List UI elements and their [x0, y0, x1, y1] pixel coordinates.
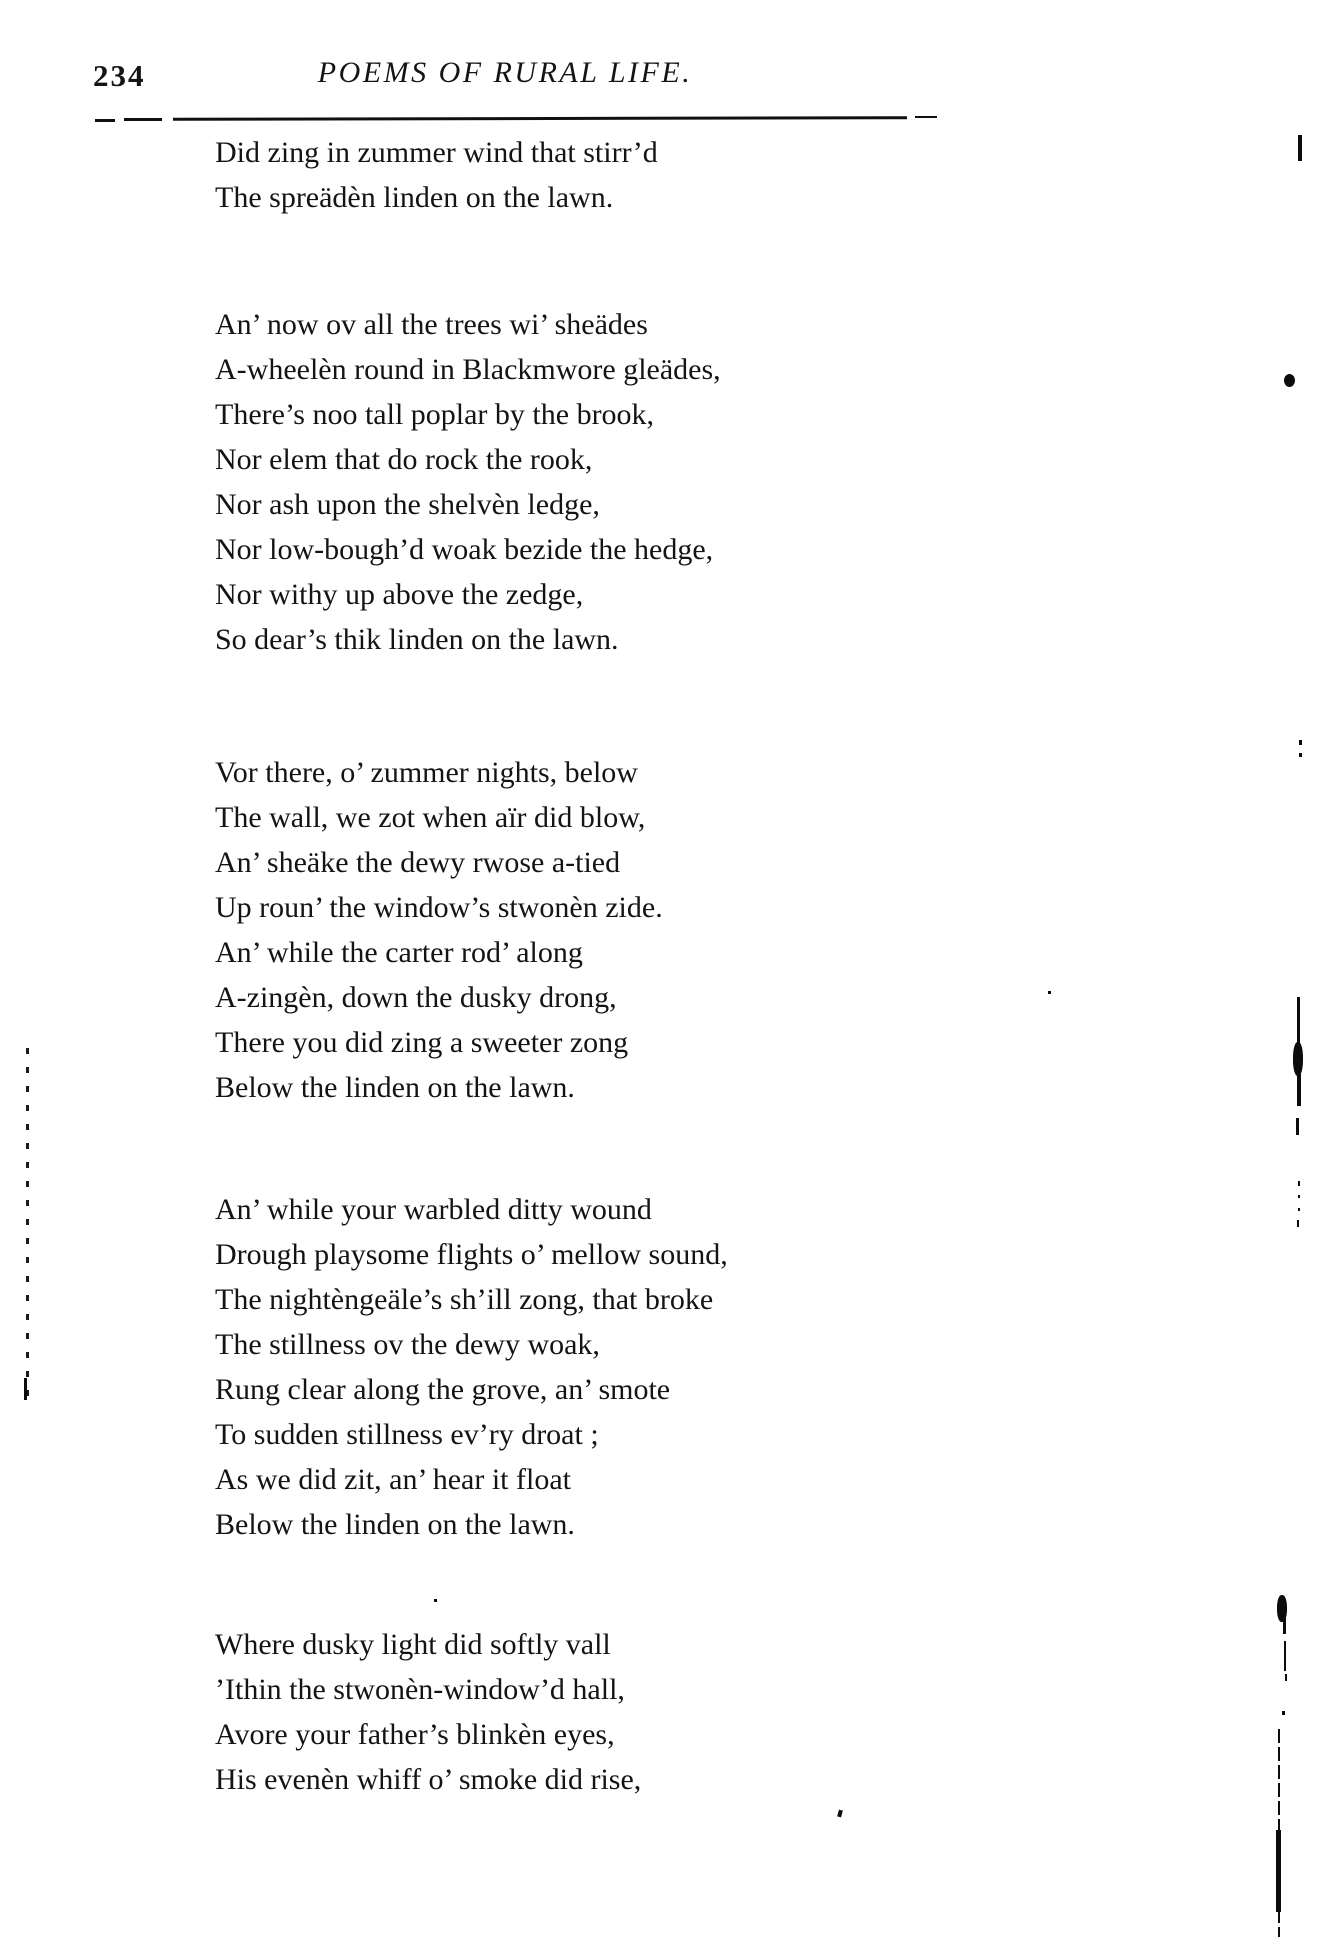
- scan-artifact: [1296, 1118, 1299, 1135]
- poem-stanza: [215, 1187, 1075, 1547]
- poem-line: The stillness ov the dewy woak,: [215, 1328, 600, 1361]
- poem-stanza: [215, 750, 1075, 1110]
- poem-line: ’Ithin the stwonèn-window’d hall,: [215, 1673, 625, 1706]
- scan-artifact: [1276, 1830, 1281, 1912]
- poem-line: Where dusky light did softly vall: [215, 1628, 611, 1661]
- poem-line: The wall, we zot when aïr did blow,: [215, 801, 646, 834]
- poem-line: Nor ash upon the shelvèn ledge,: [215, 488, 600, 521]
- poem-stanza: [215, 302, 1075, 662]
- scan-artifact: [1298, 1208, 1300, 1211]
- scan-artifact: [1284, 1641, 1286, 1671]
- poem-line: An’ while your warbled ditty wound: [215, 1193, 652, 1226]
- poem-line: Up roun’ the window’s stwonèn zide.: [215, 891, 663, 924]
- scan-artifact: [1298, 1181, 1300, 1186]
- scan-artifact: [1298, 1195, 1300, 1198]
- scan-artifact: [434, 1599, 437, 1602]
- scan-artifact: [1298, 135, 1302, 161]
- poem-line: Drough playsome flights o’ mellow sound,: [215, 1238, 728, 1271]
- scan-artifact: [24, 1378, 27, 1400]
- scan-artifact: [1299, 740, 1302, 745]
- poem-line: Nor elem that do rock the rook,: [215, 443, 593, 476]
- poem-stanza: [215, 1622, 1075, 1802]
- scan-artifact: [1048, 991, 1051, 994]
- scan-artifact: [1293, 1042, 1303, 1076]
- poem-line: Below the linden on the lawn.: [215, 1508, 575, 1541]
- poem-line: Nor withy up above the zedge,: [215, 578, 584, 611]
- poem-line: To sudden stillness ev’ry droat ;: [215, 1418, 599, 1451]
- scan-artifact: [1284, 374, 1295, 387]
- poem-line: An’ now ov all the trees wi’ sheädes: [215, 308, 648, 341]
- scan-artifact: [1282, 1711, 1285, 1715]
- poem-line: Rung clear along the grove, an’ smote: [215, 1373, 671, 1406]
- poem-line: As we did zit, an’ hear it float: [215, 1463, 571, 1496]
- poem-line: Avore your father’s blinkèn eyes,: [215, 1718, 615, 1751]
- scan-artifact: [1283, 1618, 1286, 1634]
- scan-artifact: [1299, 753, 1302, 757]
- poem-line: There you did zing a sweeter zong: [215, 1026, 629, 1059]
- poem-line: Below the linden on the lawn.: [215, 1071, 575, 1104]
- poem-stanza: [215, 130, 1075, 220]
- scan-artifact: [26, 1048, 29, 1400]
- poem-line: So dear’s thik linden on the lawn.: [215, 623, 619, 656]
- poem-line: The spreädèn linden on the lawn.: [215, 181, 614, 214]
- running-title: POEMS OF RURAL LIFE.: [317, 56, 693, 89]
- poem-line: The nightèngeäle’s sh’ill zong, that broke: [215, 1283, 714, 1316]
- poem-line: An’ while the carter rod’ along: [215, 936, 583, 969]
- page-number: 234: [93, 58, 146, 93]
- poem-line: Vor there, o’ zummer nights, below: [215, 756, 638, 789]
- scan-artifact: [1297, 1220, 1299, 1227]
- scan-artifact: [1297, 1074, 1301, 1106]
- poem-line: Did zing in zummer wind that stirr’d: [215, 136, 658, 169]
- scan-artifact: [1297, 997, 1300, 1044]
- poem-line: Nor low-bough’d woak bezide the hedge,: [215, 533, 714, 566]
- poem-line: A-wheelèn round in Blackmwore gleädes,: [215, 353, 721, 386]
- poem-line: There’s noo tall poplar by the brook,: [215, 398, 655, 431]
- scan-artifact: [1285, 1674, 1287, 1681]
- poem-line: His evenèn whiff o’ smoke did rise,: [215, 1763, 642, 1796]
- poem-line: An’ sheäke the dewy rwose a-tied: [215, 846, 621, 879]
- poem-line: A-zingèn, down the dusky drong,: [215, 981, 617, 1014]
